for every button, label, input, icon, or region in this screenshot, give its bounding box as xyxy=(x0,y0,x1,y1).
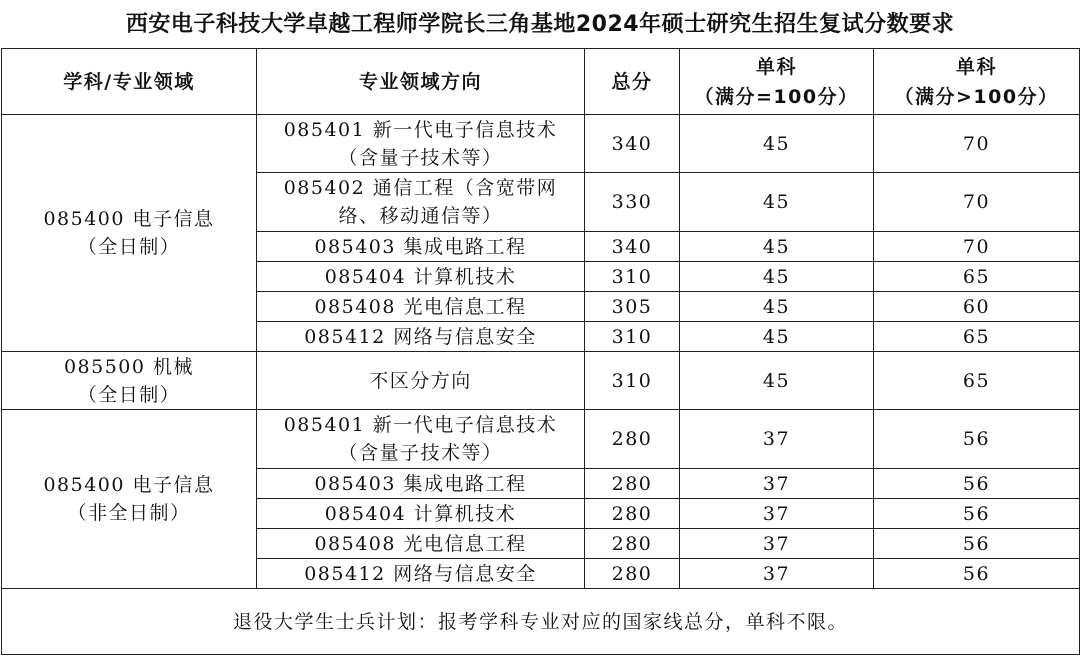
single-over-100-cell: 56 xyxy=(874,469,1080,499)
direction-cell: 不区分方向 xyxy=(257,352,585,410)
direction-cell: 085404 计算机技术 xyxy=(257,499,585,529)
single-100-cell: 37 xyxy=(680,529,874,559)
header-single-over-100: 单科 （满分>100分） xyxy=(874,49,1080,115)
header-row xyxy=(2,49,1080,115)
single-100-cell: 45 xyxy=(680,292,874,322)
single-100-cell: 37 xyxy=(680,410,874,469)
score-requirements-table xyxy=(1,48,1080,655)
header-total: 总分 xyxy=(585,49,680,115)
single-over-100-cell: 60 xyxy=(874,292,1080,322)
single-over-100-cell: 70 xyxy=(874,173,1080,232)
single-100-cell: 37 xyxy=(680,469,874,499)
direction-cell: 085401 新一代电子信息技术 （含量子技术等） xyxy=(257,115,585,173)
total-cell: 310 xyxy=(585,322,680,352)
single-over-100-cell: 56 xyxy=(874,559,1080,589)
single-100-cell: 45 xyxy=(680,173,874,232)
direction-cell: 085404 计算机技术 xyxy=(257,262,585,292)
total-cell: 310 xyxy=(585,352,680,410)
single-over-100-cell: 70 xyxy=(874,115,1080,173)
single-over-100-cell: 70 xyxy=(874,232,1080,262)
total-cell: 330 xyxy=(585,173,680,232)
total-cell: 280 xyxy=(585,529,680,559)
single-over-100-cell: 65 xyxy=(874,262,1080,292)
header-major: 学科/专业领域 xyxy=(2,49,257,115)
header-single-100: 单科 （满分=100分） xyxy=(680,49,874,115)
direction-cell: 085401 新一代电子信息技术 （含量子技术等） xyxy=(257,410,585,469)
single-100-cell: 37 xyxy=(680,559,874,589)
direction-cell: 085403 集成电路工程 xyxy=(257,469,585,499)
total-cell: 280 xyxy=(585,559,680,589)
direction-cell: 085412 网络与信息安全 xyxy=(257,559,585,589)
page-title: 西安电子科技大学卓越工程师学院长三角基地2024年硕士研究生招生复试分数要求 xyxy=(125,12,955,37)
single-over-100-cell: 65 xyxy=(874,352,1080,410)
total-cell: 305 xyxy=(585,292,680,322)
single-100-cell: 45 xyxy=(680,115,874,173)
total-cell: 340 xyxy=(585,115,680,173)
direction-cell: 085408 光电信息工程 xyxy=(257,529,585,559)
single-100-cell: 45 xyxy=(680,322,874,352)
total-cell: 280 xyxy=(585,469,680,499)
table-row xyxy=(2,352,1080,410)
single-100-cell: 45 xyxy=(680,352,874,410)
single-100-cell: 45 xyxy=(680,262,874,292)
note-cell: 退役大学生士兵计划：报考学科专业对应的国家线总分，单科不限。 xyxy=(2,589,1080,655)
major-cell: 085400 电子信息 （全日制） xyxy=(2,115,257,352)
major-cell: 085400 电子信息 （非全日制） xyxy=(2,410,257,589)
total-cell: 280 xyxy=(585,499,680,529)
header-direction: 专业领域方向 xyxy=(257,49,585,115)
table-row xyxy=(2,410,1080,469)
total-cell: 310 xyxy=(585,262,680,292)
direction-cell: 085408 光电信息工程 xyxy=(257,292,585,322)
table-row xyxy=(2,115,1080,173)
single-100-cell: 45 xyxy=(680,232,874,262)
direction-cell: 085402 通信工程（含宽带网 络、移动通信等） xyxy=(257,173,585,232)
note-row xyxy=(2,589,1080,655)
major-cell: 085500 机械 （全日制） xyxy=(2,352,257,410)
direction-cell: 085403 集成电路工程 xyxy=(257,232,585,262)
single-over-100-cell: 56 xyxy=(874,499,1080,529)
total-cell: 340 xyxy=(585,232,680,262)
single-100-cell: 37 xyxy=(680,499,874,529)
single-over-100-cell: 56 xyxy=(874,410,1080,469)
single-over-100-cell: 56 xyxy=(874,529,1080,559)
direction-cell: 085412 网络与信息安全 xyxy=(257,322,585,352)
single-over-100-cell: 65 xyxy=(874,322,1080,352)
total-cell: 280 xyxy=(585,410,680,469)
